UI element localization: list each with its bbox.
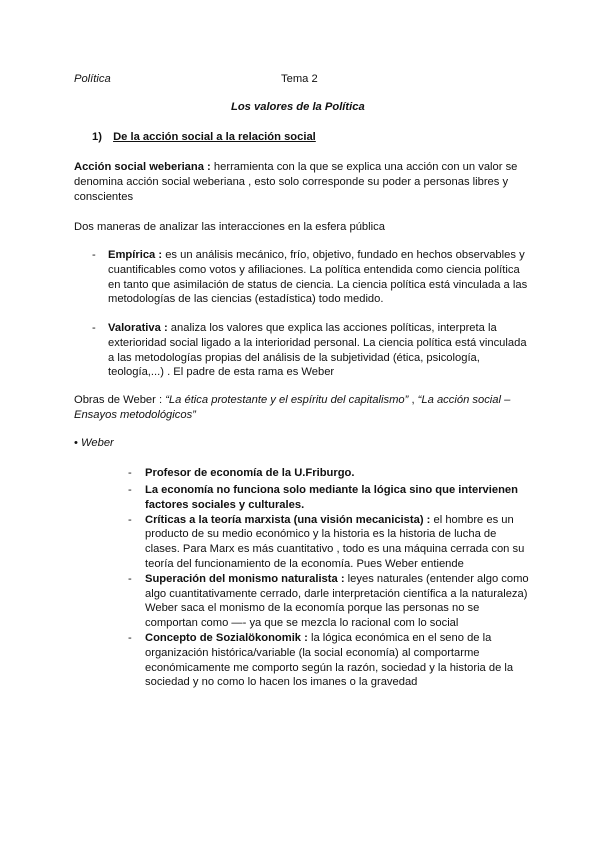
accion-social-term: Acción social weberiana : bbox=[74, 161, 211, 173]
item-line: sociedad y no como lo hacen los imanes o la gravedad bbox=[145, 676, 418, 689]
bullet-line: analiza los valores que explica las acciones políticas, interpreta la bbox=[167, 322, 497, 334]
item-line: algo cuantitativamente cerrado, darle interpretación científica a la naturaleza) bbox=[145, 587, 528, 600]
bullet-line: a las metodologías propias del análisis de la subjetividad (ética, psicología, bbox=[108, 351, 480, 364]
bullet-dash: - bbox=[92, 249, 96, 261]
header-topic: Tema 2 bbox=[281, 73, 318, 85]
item-line: factores sociales y culturales. bbox=[145, 498, 305, 511]
bullet-valorativa bbox=[92, 321, 532, 380]
list-item bbox=[128, 513, 528, 572]
item-term: Críticas a la teoría marxista (una visión mecanicista) : bbox=[145, 513, 431, 526]
obras-work-2-cont: Ensayos metodológicos” bbox=[74, 408, 196, 421]
item-line: económicamente me comporto según la razón, sociedad y la historia de la bbox=[145, 661, 514, 674]
bullet-line: exterioridad social ligado a la interioridad personal. La ciencia política está vinculada bbox=[108, 336, 527, 349]
item-dash: - bbox=[128, 467, 132, 479]
item-line: La economía no funciona solo mediante la lógica sino que intervienen bbox=[145, 484, 518, 496]
header-subject: Política bbox=[74, 73, 111, 85]
item-dash: - bbox=[128, 513, 132, 526]
weber-label-text: Weber bbox=[81, 437, 114, 449]
item-line: la lógica económica en el seno de la bbox=[307, 631, 492, 644]
item-line: organización histórica/variable (la social economía) al comportarme bbox=[145, 646, 480, 659]
list-item bbox=[128, 466, 528, 481]
section-heading bbox=[92, 130, 316, 145]
intro-text: Dos maneras de analizar las interacciones en la esfera pública bbox=[74, 221, 385, 233]
accion-social-line: herramienta con la que se explica una acción con un valor se bbox=[210, 161, 518, 173]
obras-separator: , bbox=[408, 394, 418, 406]
weber-label bbox=[74, 436, 114, 451]
obras-work-1: “La ética protestante y el espíritu del capitalismo” bbox=[165, 394, 409, 406]
list-item bbox=[128, 631, 528, 690]
list-item bbox=[128, 483, 528, 513]
item-line: comportan como —- ya que se mezcla lo racional com lo social bbox=[145, 617, 459, 630]
bullet-dash: - bbox=[92, 322, 96, 334]
obras-prefix: Obras de Weber : bbox=[74, 394, 166, 406]
item-term: Superación del monismo naturalista : bbox=[145, 572, 345, 585]
list-item bbox=[128, 572, 528, 631]
item-line: teoría del funcionamiento de la economía. Pues Weber entiende bbox=[145, 557, 464, 570]
item-line: clases. Para Marx es más cuantitativo , todo es una máquina cerrada con su bbox=[145, 543, 525, 556]
accion-social-paragraph bbox=[74, 160, 544, 204]
bullet-line: metodologías de las ciencias (estadística) todo medido. bbox=[108, 293, 384, 306]
bullet-dot-icon: • bbox=[74, 437, 78, 449]
section-title: De la acción social a la relación social bbox=[113, 131, 316, 143]
item-line: leyes naturales (entender algo como bbox=[344, 572, 529, 585]
section-number: 1) bbox=[92, 131, 102, 143]
item-line: Profesor de economía de la U.Friburgo. bbox=[145, 467, 355, 479]
obras-work-2: “La acción social – bbox=[417, 394, 511, 406]
accion-social-line: denomina acción social weberiana , esto solo corresponde su poder a personas libres y bbox=[74, 175, 509, 188]
item-line: el hombre es un bbox=[430, 513, 514, 526]
accion-social-line: conscientes bbox=[74, 190, 134, 203]
item-dash: - bbox=[128, 572, 132, 585]
bullet-term: Valorativa : bbox=[108, 322, 168, 334]
bullet-line: teología,...) . El padre de esta rama es Weber bbox=[108, 366, 335, 379]
item-dash: - bbox=[128, 484, 132, 496]
item-line: producto de su medio económico y la historia es la historia de lucha de bbox=[145, 528, 497, 541]
bullet-empirica bbox=[92, 248, 532, 307]
obras-weber bbox=[74, 393, 544, 423]
weber-list bbox=[128, 466, 528, 690]
bullet-term: Empírica : bbox=[108, 249, 163, 261]
item-term: Concepto de Sozialökonomik : bbox=[145, 631, 308, 644]
bullet-line: es un análisis mecánico, frío, objetivo, fundado en hechos observables y bbox=[162, 249, 525, 261]
bullet-line: en tanto que asimilación de status de ciencia. La ciencia política está vinculada a las bbox=[108, 278, 528, 291]
page-title: Los valores de la Política bbox=[231, 101, 365, 113]
bullet-line: cuantificables como votos y afiliaciones. La política entendida como ciencia política bbox=[108, 263, 520, 276]
item-dash: - bbox=[128, 631, 132, 644]
item-line: Weber saca el monismo de la economía porque las personas no se bbox=[145, 602, 480, 615]
